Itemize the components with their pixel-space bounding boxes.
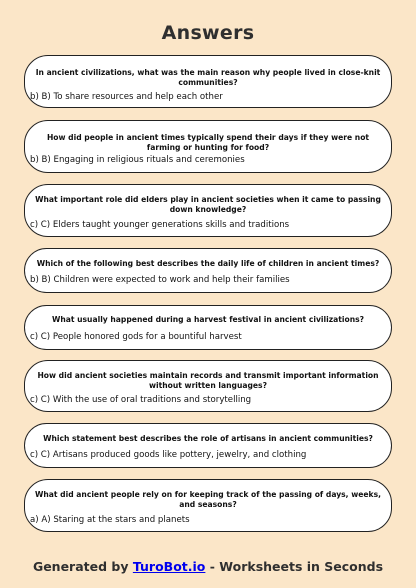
answer-text: c) C) Artisans produced goods like pottery, jewelry, and clothing <box>30 450 307 460</box>
question-text: How did ancient societies maintain records and transmit important information without written languages? <box>37 371 379 390</box>
question-text: Which statement best describes the role of artisans in ancient communities? <box>43 434 373 443</box>
question-card <box>24 120 392 173</box>
answer-text: b) B) Children were expected to work and help their families <box>30 275 290 285</box>
question-card <box>24 305 392 350</box>
question-card <box>24 423 392 468</box>
question-text: In ancient civilizations, what was the main reason why people lived in close-knit communities? <box>35 68 381 87</box>
question-text: How did people in ancient times typically spend their days if they were not farming or hunting for food? <box>46 133 370 152</box>
question-text: What important role did elders play in ancient societies when it came to passing down knowledge? <box>35 195 381 214</box>
question-card <box>24 55 392 108</box>
answer-text: b) B) To share resources and help each other <box>30 92 223 102</box>
answer-text: c) C) People honored gods for a bountiful harvest <box>30 332 242 342</box>
question-text: Which of the following best describes the daily life of children in ancient times? <box>36 259 380 268</box>
turobot-link[interactable]: TuroBot.io <box>132 559 206 574</box>
footer-prefix: Generated by <box>32 559 133 574</box>
footer <box>0 559 416 574</box>
page-title: Answers <box>161 22 255 44</box>
question-card <box>24 360 392 412</box>
answer-text: a) A) Staring at the stars and planets <box>30 515 190 525</box>
question-card <box>24 479 392 532</box>
footer-suffix: - Worksheets in Seconds <box>205 559 384 574</box>
question-card <box>24 248 392 293</box>
question-text: What usually happened during a harvest festival in ancient civilizations? <box>51 315 365 324</box>
question-card <box>24 184 392 237</box>
answer-text: c) C) With the use of oral traditions and storytelling <box>30 395 252 405</box>
answer-text: b) B) Engaging in religious rituals and ceremonies <box>30 155 245 165</box>
question-text: What did ancient people rely on for keeping track of the passing of days, weeks, and seasons? <box>35 490 381 509</box>
answer-text: c) C) Elders taught younger generations skills and traditions <box>30 220 290 230</box>
